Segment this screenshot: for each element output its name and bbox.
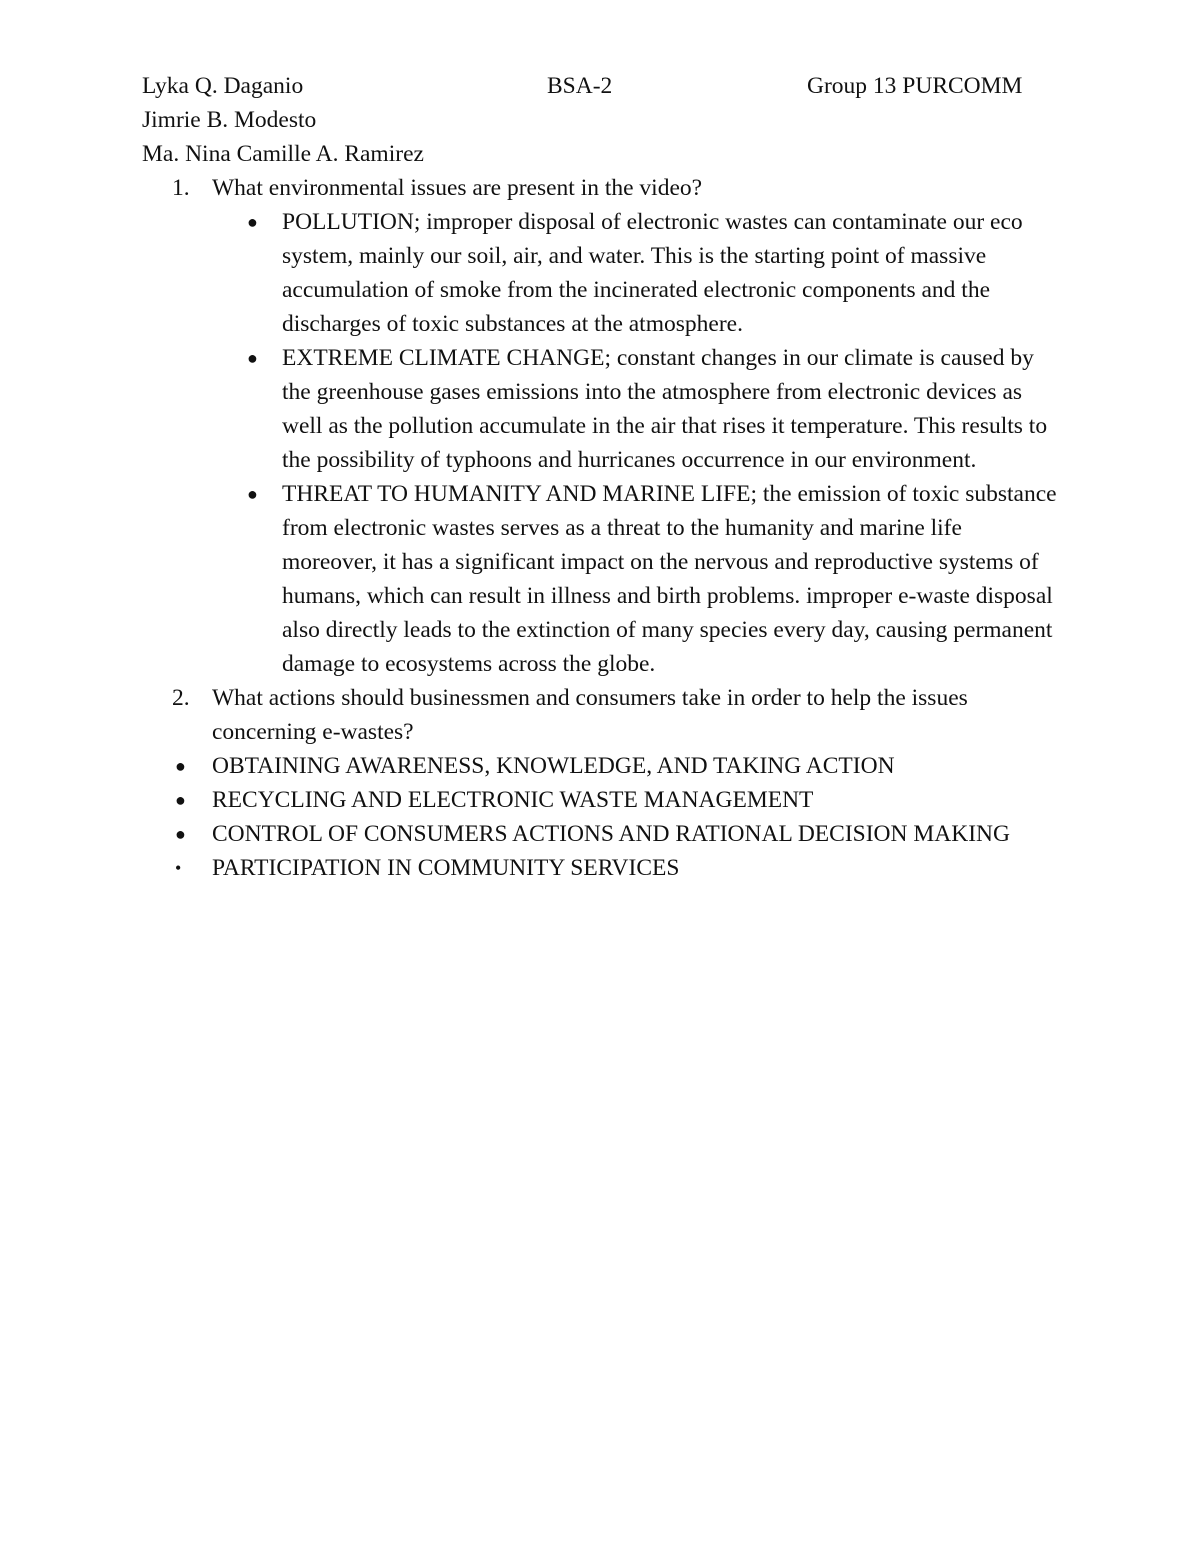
question-number: 2. [172, 685, 190, 711]
author-name-1: Lyka Q. Daganio [142, 73, 304, 99]
list-item [142, 817, 1058, 851]
section-label: BSA-2 [547, 73, 613, 99]
bullet-icon: ● [247, 212, 258, 232]
list-item [142, 477, 1058, 681]
question-text: What environmental issues are present in the video? [212, 175, 703, 201]
list-item [142, 783, 1058, 817]
answer-text: THREAT TO HUMANITY AND MARINE LIFE; the emission of toxic substance from electronic wastes serves as a threat to the humanity and marine life moreover, it has a significant impact on the nervous and reproductive systems of humans, which can result in illness and birth problems. improper e-waste disposal also directly leads to the extinction of many species every day, causing permanent damage to ecosystems across the globe. [282, 481, 1057, 677]
bullet-icon: ● [175, 756, 186, 776]
list-item [142, 749, 1058, 783]
bullet-icon: ● [247, 348, 258, 368]
bullet-icon: ● [175, 824, 186, 844]
action-list [142, 749, 1058, 885]
author-name-3: Ma. Nina Camille A. Ramirez [142, 141, 424, 167]
question-number: 1. [172, 175, 190, 201]
answer-text: POLLUTION; improper disposal of electronic wastes can contaminate our eco system, mainly our soil, air, and water. This is the starting point of massive accumulation of smoke from the incinerated electronic components and the discharges of toxic substances at the atmosphere. [282, 209, 1023, 337]
header-row [142, 69, 1058, 103]
author-name-2: Jimrie B. Modesto [142, 107, 317, 133]
action-text: RECYCLING AND ELECTRONIC WASTE MANAGEMENT [212, 787, 814, 813]
bullet-icon: ● [247, 484, 258, 504]
answer-list [142, 205, 1058, 681]
question-text: What actions should businessmen and consumers take in order to help the issues concerning e-wastes? [212, 685, 968, 745]
list-item [142, 851, 1058, 885]
bullet-icon: • [175, 858, 182, 878]
action-text: CONTROL OF CONSUMERS ACTIONS AND RATIONAL DECISION MAKING [212, 821, 1010, 847]
bullet-icon: ● [175, 790, 186, 810]
document-body [142, 69, 1058, 885]
list-item [142, 205, 1058, 341]
action-text: PARTICIPATION IN COMMUNITY SERVICES [212, 855, 680, 881]
action-text: OBTAINING AWARENESS, KNOWLEDGE, AND TAKING ACTION [212, 753, 895, 779]
answer-text: EXTREME CLIMATE CHANGE; constant changes in our climate is caused by the greenhouse gases emissions into the atmosphere from electronic devices as well as the pollution accumulate in the air that rises it temperature. This results to the possibility of typhoons and hurricanes occurrence in our environment. [282, 345, 1048, 473]
question-list [142, 171, 1058, 749]
list-item [142, 341, 1058, 477]
question-1 [142, 171, 1058, 681]
question-2 [142, 681, 1058, 749]
group-label: Group 13 PURCOMM [807, 73, 1023, 99]
